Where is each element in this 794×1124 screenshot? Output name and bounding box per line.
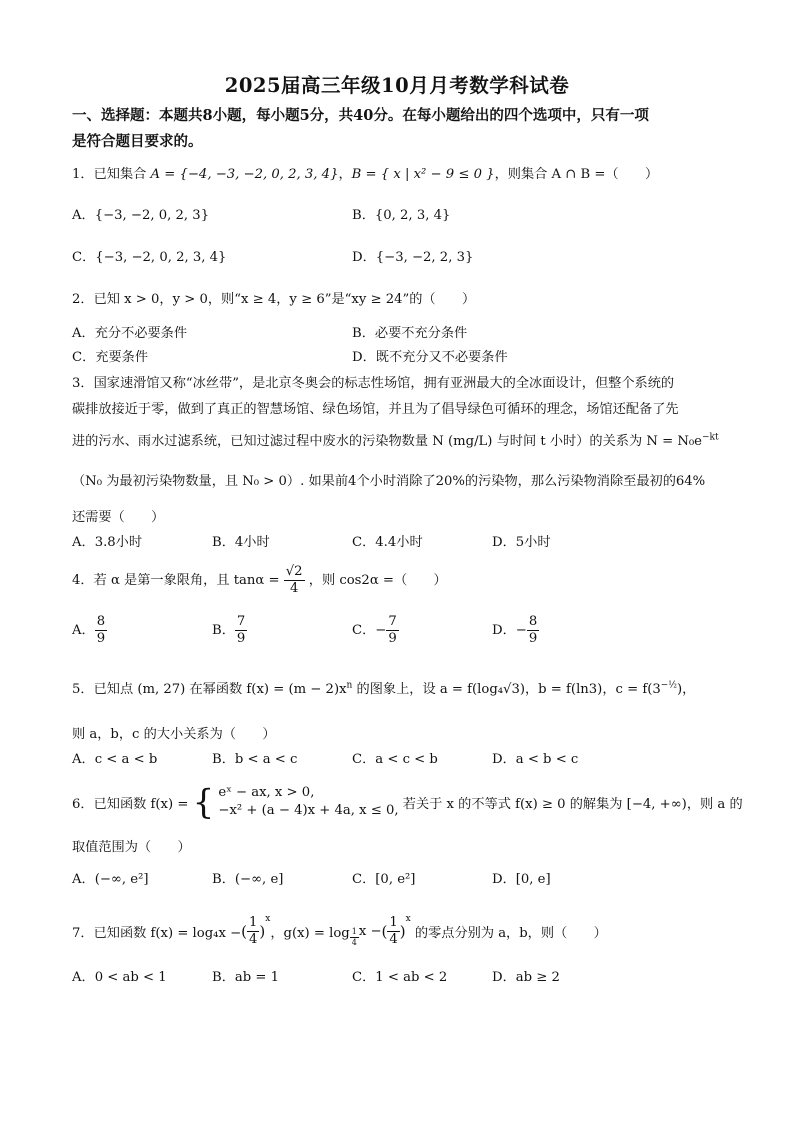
q5-line-1b: 的图象上，设 a = f(log₄√3)，b = f(ln3)，c = f(3 (352, 682, 661, 697)
q4-option-d-label: D． (492, 622, 516, 638)
q1-option-b[interactable]: B．{0, 2, 3, 4} (352, 208, 451, 223)
q7-line-1 (72, 914, 607, 948)
q7-exponent-2: x (405, 914, 411, 924)
q7-part-3: x − (358, 924, 382, 939)
q7-option-b[interactable]: B．ab = 1 (212, 970, 280, 985)
q7-fraction-1 (247, 915, 259, 948)
q4-fraction-num: √2 (285, 564, 303, 579)
q5-option-d[interactable]: D．a < b < c (492, 752, 579, 767)
q6-case-1: eˣ − ax, x > 0, (218, 785, 315, 800)
q6-option-c[interactable]: C．[0, e²] (352, 872, 416, 887)
q1-prefix: 1．已知集合 (72, 167, 151, 182)
q5-option-b[interactable]: B．b < a < c (212, 752, 298, 767)
q6-line-1 (72, 784, 743, 821)
section-heading-line2: 是符合题目要求的。 (72, 133, 203, 150)
q6-brace: { (192, 782, 215, 823)
q7-paren-open-1: ( (241, 922, 247, 941)
q2-option-d[interactable]: D．既不充分又不必要条件 (352, 350, 508, 365)
section-heading-line1: 一、选择题：本题共8小题，每小题5分，共40分。在每小题给出的四个选项中，只有一项 (72, 107, 649, 124)
q6-piecewise (218, 784, 398, 821)
q4-option-b-fraction (235, 614, 247, 647)
q1-set-a: A = {−4, −3, −2, 0, 2, 3, 4} (150, 167, 339, 182)
q7-paren-open-2: ( (381, 922, 388, 941)
q4-option-d-num: 8 (528, 614, 538, 629)
q3-line-1: 3．国家速滑馆又称“冰丝带”，是北京冬奥会的标志性场馆，拥有亚洲最大的全冰面设计，但整个系统的 (72, 376, 675, 391)
page-title: 2025届高三年级10月月考数学科试卷 (224, 74, 570, 97)
q7-fraction-1-den: 4 (249, 932, 258, 947)
q5-line-1 (72, 678, 695, 697)
q6-suffix: 若关于 x 的不等式 f(x) ≥ 0 的解集为 [−4, +∞)，则 a 的 (402, 796, 743, 812)
q4-option-c-den: 9 (388, 630, 397, 646)
q5-option-c[interactable]: C．a < c < b (352, 752, 438, 767)
q4-option-c-num: 7 (388, 614, 397, 629)
q7-paren-close-1: ) (259, 922, 266, 941)
q6-option-d[interactable]: D．[0, e] (492, 872, 551, 887)
q4-option-d-fraction (527, 614, 539, 647)
q4-option-c[interactable] (352, 614, 399, 647)
q4-option-a-label: A． (72, 622, 95, 638)
q2-option-b[interactable]: B．必要不充分条件 (352, 326, 468, 341)
q4-option-a-fraction (95, 614, 107, 647)
q1-set-b: B = { x | x² − 9 ≤ 0 } (351, 167, 495, 182)
q1-option-d[interactable]: D．{−3, −2, 2, 3} (352, 250, 474, 265)
q5-option-a[interactable]: A．c < a < b (72, 752, 158, 767)
q4-option-c-label: C． (352, 622, 376, 638)
q7-option-c[interactable]: C．1 < ab < 2 (352, 970, 448, 985)
q4-fraction (284, 564, 305, 597)
question-4-stem (72, 564, 447, 597)
q1-option-a[interactable]: A．{−3, −2, 0, 2, 3} (72, 208, 210, 223)
q4-option-a-num: 8 (96, 614, 106, 629)
q2-option-c[interactable]: C．充要条件 (72, 350, 149, 365)
q4-option-d[interactable] (492, 614, 539, 647)
q4-option-b[interactable] (212, 614, 247, 647)
q3-line-3 (72, 430, 719, 449)
q3-option-d[interactable]: D．5小时 (492, 535, 551, 550)
q6-line-2: 取值范围为（ ） (72, 840, 191, 855)
q4-option-c-fraction (386, 614, 398, 647)
q7-fraction-2-num: 1 (389, 915, 398, 931)
q7-part-4: 的零点分别为 a，b，则（ ） (410, 926, 607, 941)
q3-option-b[interactable]: B．4小时 (212, 535, 270, 550)
q7-option-a[interactable]: A．0 < ab < 1 (72, 970, 167, 985)
q5-exponent-n: n (346, 680, 353, 691)
q3-option-a[interactable]: A．3.8小时 (72, 535, 143, 550)
q4-option-a-den: 9 (96, 630, 106, 646)
q3-line-3-text: 进的污水、雨水过滤系统，已知过滤过程中废水的污染物数量 N (mg/L) 与时间 t 小时）的关系为 N = N₀e (72, 434, 702, 449)
q4-option-b-label: B． (212, 622, 235, 638)
q7-log-base-num: 1 (351, 927, 357, 937)
q7-exponent-1: x (265, 914, 271, 924)
q7-fraction-1-num: 1 (249, 915, 258, 931)
q1-option-c[interactable]: C．{−3, −2, 0, 2, 3, 4} (72, 250, 227, 265)
q3-line-5: 还需要（ ） (72, 510, 165, 525)
q4-option-c-sign: − (375, 622, 387, 638)
q6-prefix: 6．已知函数 f(x) = (72, 796, 189, 812)
q7-option-d[interactable]: D．ab ≥ 2 (492, 970, 560, 985)
q4-option-a[interactable] (72, 614, 107, 647)
question-2-stem: 2．已知 x > 0，y > 0，则“x ≥ 4，y ≥ 6”是“xy ≥ 24”的（ ） (72, 292, 476, 307)
q4-option-b-den: 9 (236, 630, 246, 646)
question-1-stem (72, 163, 658, 182)
q1-mid: ， (338, 167, 352, 182)
q7-paren-close-2: ) (399, 922, 406, 941)
q3-option-c[interactable]: C．4.4小时 (352, 535, 423, 550)
q5-exponent-half: −½ (660, 680, 678, 691)
q4-suffix: ，则 cos2α =（ ） (308, 572, 447, 588)
q5-line-2: 则 a，b，c 的大小关系为（ ） (72, 727, 276, 742)
q5-line-1c: )， (677, 682, 696, 697)
q7-fraction-2-den: 4 (389, 932, 398, 947)
q5-line-1a: 5．已知点 (m, 27) 在幂函数 f(x) = (m − 2)x (72, 682, 347, 697)
q2-option-a[interactable]: A．充分不必要条件 (72, 326, 188, 341)
q4-prefix: 4．若 α 是第一象限角，且 tanα = (72, 572, 280, 588)
q1-suffix: ，则集合 A ∩ B =（ ） (494, 167, 659, 182)
q7-log-base (350, 927, 359, 947)
q6-option-b[interactable]: B．(−∞, e] (212, 872, 284, 887)
q6-option-a[interactable]: A．(−∞, e²] (72, 872, 149, 887)
q4-option-d-den: 9 (528, 630, 538, 646)
q3-line-2: 碳排放接近于零，做到了真正的智慧场馆、绿色场馆，并且为了倡导绿色可循环的理念，场馆还配备了先 (72, 402, 679, 417)
q7-part-1: 7．已知函数 f(x) = log₄x − (72, 926, 242, 941)
q4-option-d-sign: − (515, 622, 527, 638)
q7-log-base-den: 4 (351, 938, 357, 947)
q4-option-b-num: 7 (236, 614, 246, 629)
q6-case-2: −x² + (a − 4)x + 4a, x ≤ 0, (218, 803, 399, 819)
q4-fraction-den: 4 (289, 580, 299, 596)
q3-exponent: −kt (701, 432, 719, 443)
q7-fraction-2 (387, 915, 399, 948)
q7-part-2: ，g(x) = log (270, 926, 350, 941)
q3-line-4: （N₀ 为最初污染物数量，且 N₀ > 0）. 如果前4个小时消除了20%的污染物，那么污染物消除至最初的64% (72, 474, 706, 489)
